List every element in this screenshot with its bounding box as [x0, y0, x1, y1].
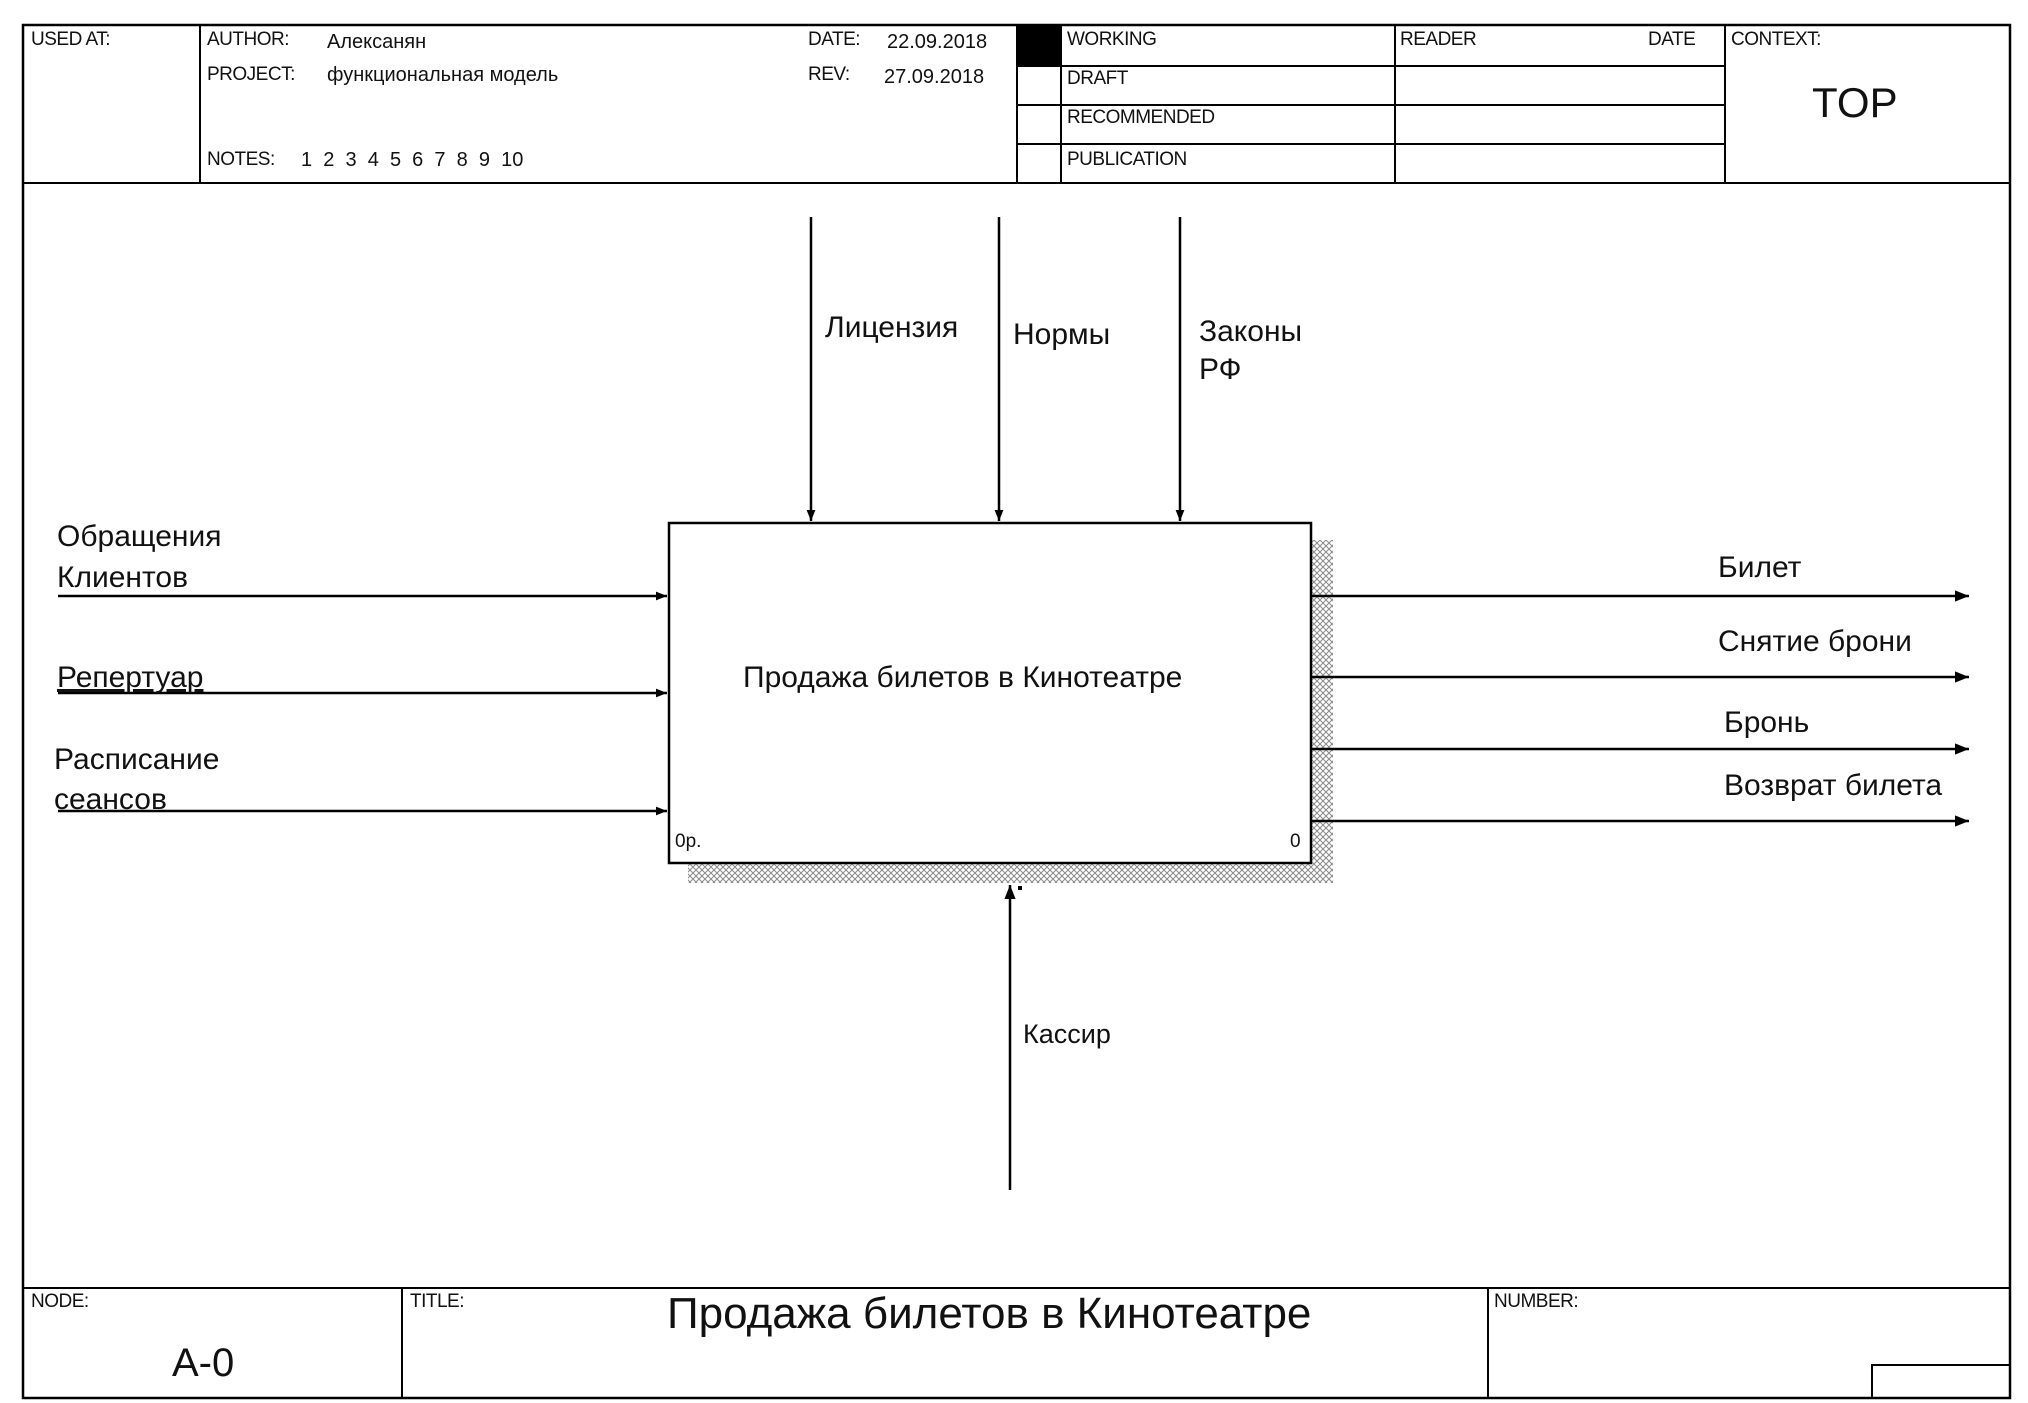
notes-numbers: 1 2 3 4 5 6 7 8 9 10: [301, 149, 524, 171]
author-value: Алексанян: [327, 31, 427, 53]
working-status-mark: [1017, 25, 1061, 66]
input-label-client-requests: Обращения Клиентов: [57, 520, 222, 594]
reader-date-label: DATE: [1648, 29, 1696, 50]
project-value: функциональная модель: [327, 64, 559, 86]
control-label-laws: Законы РФ: [1199, 315, 1303, 386]
title-label: TITLE:: [410, 1291, 465, 1312]
project-label: PROJECT:: [207, 64, 295, 85]
number-label: NUMBER:: [1494, 1291, 1579, 1312]
activity-box-title: Продажа билетов в Кинотеатре: [743, 661, 1183, 694]
box-shadow-right: [1311, 540, 1333, 883]
input-label-schedule: Расписание сеансов: [54, 743, 220, 816]
mechanism-tick: [1018, 886, 1022, 890]
used-at-label: USED AT:: [31, 29, 111, 50]
activity-box-cost: 0р.: [675, 831, 702, 852]
mechanism-label-cashier: Кассир: [1023, 1019, 1111, 1049]
status-recommended: RECOMMENDED: [1067, 107, 1215, 128]
author-label: AUTHOR:: [207, 29, 289, 50]
rev-label: REV:: [808, 64, 850, 85]
control-label-license: Лицензия: [825, 311, 959, 344]
activity-box-number: 0: [1290, 831, 1301, 852]
output-label-cancel-booking: Снятие брони: [1718, 625, 1912, 658]
diagram-title: Продажа билетов в Кинотеатре: [667, 1289, 1312, 1338]
input-label-repertoire: Репертуар: [57, 661, 204, 694]
date-label: DATE:: [808, 29, 861, 50]
status-draft: DRAFT: [1067, 68, 1128, 89]
rev-value: 27.09.2018: [884, 66, 985, 88]
context-value: TOP: [1812, 79, 1898, 126]
output-label-ticket-return: Возврат билета: [1724, 769, 1943, 802]
output-label-ticket: Билет: [1718, 551, 1802, 584]
reader-label: READER: [1400, 29, 1477, 50]
notes-label: NOTES:: [207, 149, 275, 170]
context-label: CONTEXT:: [1731, 29, 1821, 50]
status-working: WORKING: [1067, 29, 1157, 50]
box-shadow-bottom: [688, 863, 1333, 883]
control-label-norms: Нормы: [1013, 318, 1111, 351]
status-publication: PUBLICATION: [1067, 149, 1187, 170]
output-label-booking: Бронь: [1724, 706, 1810, 739]
node-label: NODE:: [31, 1291, 89, 1312]
node-value: A-0: [172, 1341, 235, 1385]
date-value: 22.09.2018: [887, 31, 988, 53]
